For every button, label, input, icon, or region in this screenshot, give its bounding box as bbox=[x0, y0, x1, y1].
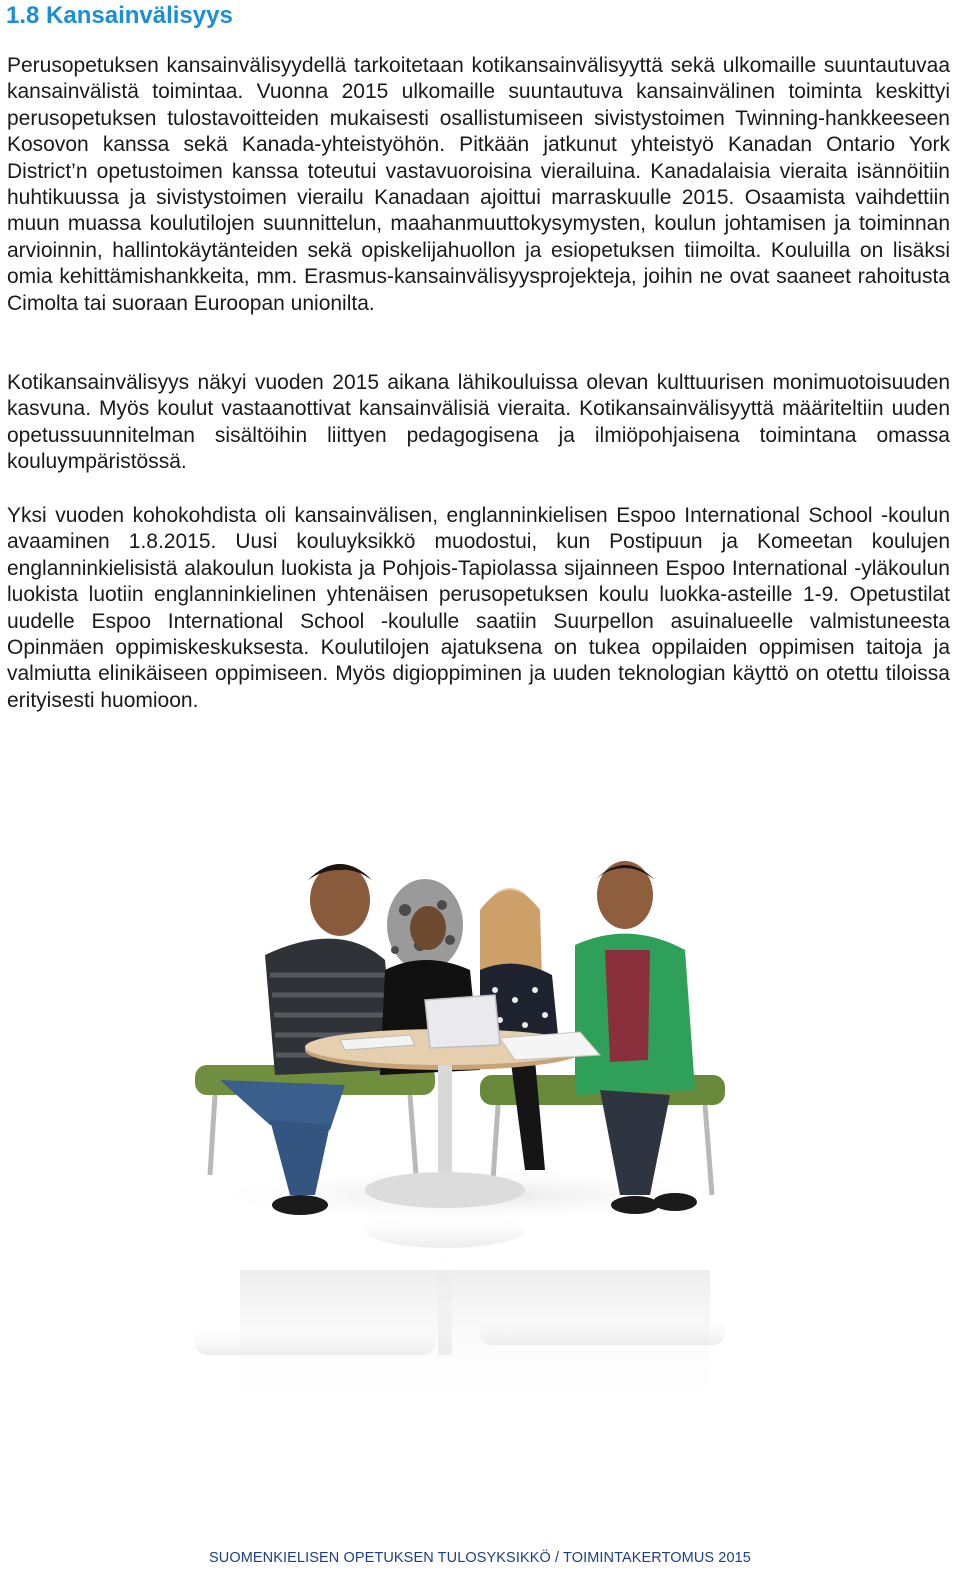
page-footer: SUOMENKIELISEN OPETUKSEN TULOSYKSIKKÖ / TOIMINTAKERTOMUS 2015 bbox=[209, 1550, 751, 1566]
students-at-table-photo bbox=[180, 850, 760, 1410]
section-heading: 1.8 Kansainvälisyys bbox=[6, 2, 233, 29]
paragraph-home-internationalization: Kotikansainvälisyys näkyi vuoden 2015 aikana lähikouluissa olevan kulttuurisen monimuotoisuuden kasvuna. Myös koulut vastaanottivat kansainvälisiä vieraita. Kotikansainvälisyyttä määriteltiin uuden opetussuunnitelman sisältöihin liittyen pedagogisena ja ilmiöpohjaisena toimintana omassa kouluympäristössä. bbox=[7, 371, 950, 474]
paragraph-international-activities: Perusopetuksen kansainvälisyydellä tarkoitetaan kotikansainvälisyyttä sekä ulkomaille suuntautuvaa kansainvälistä toimintaa. Vuonna 2015 ulkomaille suuntautuva kansainvälinen toiminta keskittyi perusopetuksen tulostavoitteiden mukaisesti osallistumiseen sivistystoimen Twinning-hankkeeseen Kosovon kanssa sekä Kanada-yhteistyöhön. Pitkään jatkunut yhteistyö Kanadan Ontario York District’n opetustoimen kanssa toteutui vastavuoroisina vierailuina. Kanadalaisia vieraita isännöitiin huhtikuussa ja sivistystoimen vierailu Kanadaan ajoittui marraskuulle 2015. Osaamista vaihdettiin muun muassa koulutilojen suunnittelun, maahanmuuttokysymysten, koulun johtamisen ja toiminnan arvioinnin, hallintokäytänteiden sekä opiskelijahuollon ja esiopetuksen tiimoilta. Kouluilla on lisäksi omia kehittämishankkeita, mm. Erasmus-kansainvälisyysprojekteja, joihin ne ovat saaneet rahoitusta Cimolta tai suoraan Euroopan unionilta. bbox=[7, 54, 950, 315]
paragraph-espoo-international-school: Yksi vuoden kohokohdista oli kansainvälisen, englanninkielisen Espoo International School -koulun avaaminen 1.8.2015. Uusi kouluyksikkö muodostui, kun Postipuun ja Komeetan koulujen englanninkielisistä alakoulun luokista ja Pohjois-Tapiolassa sijainneen Espoo International -yläkoulun luokista luotiin englanninkielinen yhtenäisen perusopetuksen koulu luokka-asteille 1-9. Opetustilat uudelle Espoo International School -koululle saatiin Suurpellon asuinalueelle valmistuneesta Opinmäen oppimiskeskuksesta. Koulutilojen ajatuksena on tukea oppilaiden oppimisen taitoja ja valmiutta elinikäiseen oppimiseen. Myös digioppiminen ja uuden teknologian käyttö on otettu tiloissa erityisesti huomioon. bbox=[7, 504, 950, 712]
